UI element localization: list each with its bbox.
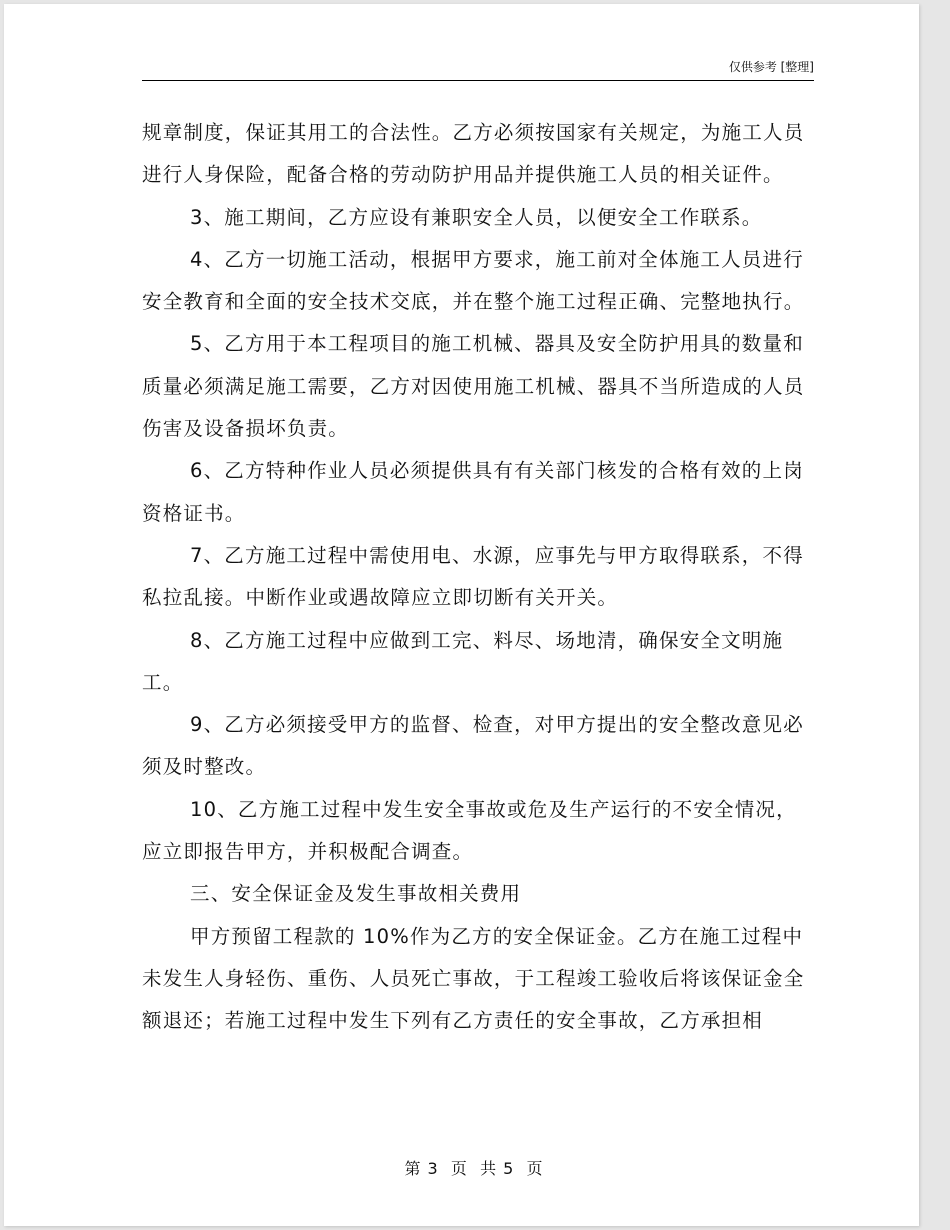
- paragraph-item-10: 10、乙方施工过程中发生安全事故或危及生产运行的不安全情况，应立即报告甲方，并积极配合调查。: [142, 797, 797, 864]
- paragraph-item-5: 5、乙方用于本工程项目的施工机械、器具及安全防护用具的数量和质量必须满足施工需要，乙方对因使用施工机械、器具不当所造成的人员伤害及设备损坏负责。: [142, 332, 805, 441]
- header-divider: [142, 80, 814, 81]
- page-number: 第 3 页 共 5 页: [404, 1159, 544, 1178]
- paragraph-item-9: 9、乙方必须接受甲方的监督、检查，对甲方提出的安全整改意见必须及时整改。: [142, 713, 804, 779]
- page-header: 仅供参考 [整理]: [728, 60, 814, 74]
- paragraph-deposit: 甲方预留工程款的 10%作为乙方的安全保证金。乙方在施工过程中未发生人身轻伤、重伤、人员死亡事故，于工程竣工验收后将该保证金全额退还；若施工过程中发生下列有乙方责任的安全事故，乙方承担相: [142, 924, 805, 1033]
- document-page: [4, 4, 919, 1226]
- page-footer: [4, 1156, 944, 1179]
- paragraph-item-3: 3、施工期间，乙方应设有兼职安全人员，以便安全工作联系。: [190, 205, 763, 229]
- paragraph-item-8: 8、乙方施工过程中应做到工完、料尽、场地清，确保安全文明施工。: [142, 628, 784, 694]
- paragraph-continuation: 规章制度，保证其用工的合法性。乙方必须按国家有关规定，为施工人员进行人身保险，配备合格的劳动防护用品并提供施工人员的相关证件。: [142, 121, 805, 187]
- paragraph-item-4: 4、乙方一切施工活动，根据甲方要求，施工前对全体施工人员进行安全教育和全面的安全技术交底，并在整个施工过程正确、完整地执行。: [142, 247, 805, 314]
- paragraph-item-7: 7、乙方施工过程中需使用电、水源，应事先与甲方取得联系，不得私拉乱接。中断作业或遇故障应立即切断有关开关。: [142, 543, 804, 610]
- document-body: [142, 112, 814, 1043]
- section-heading: 三、安全保证金及发生事故相关费用: [190, 882, 522, 906]
- paragraph-item-6: 6、乙方特种作业人员必须提供具有有关部门核发的合格有效的上岗资格证书。: [142, 459, 804, 525]
